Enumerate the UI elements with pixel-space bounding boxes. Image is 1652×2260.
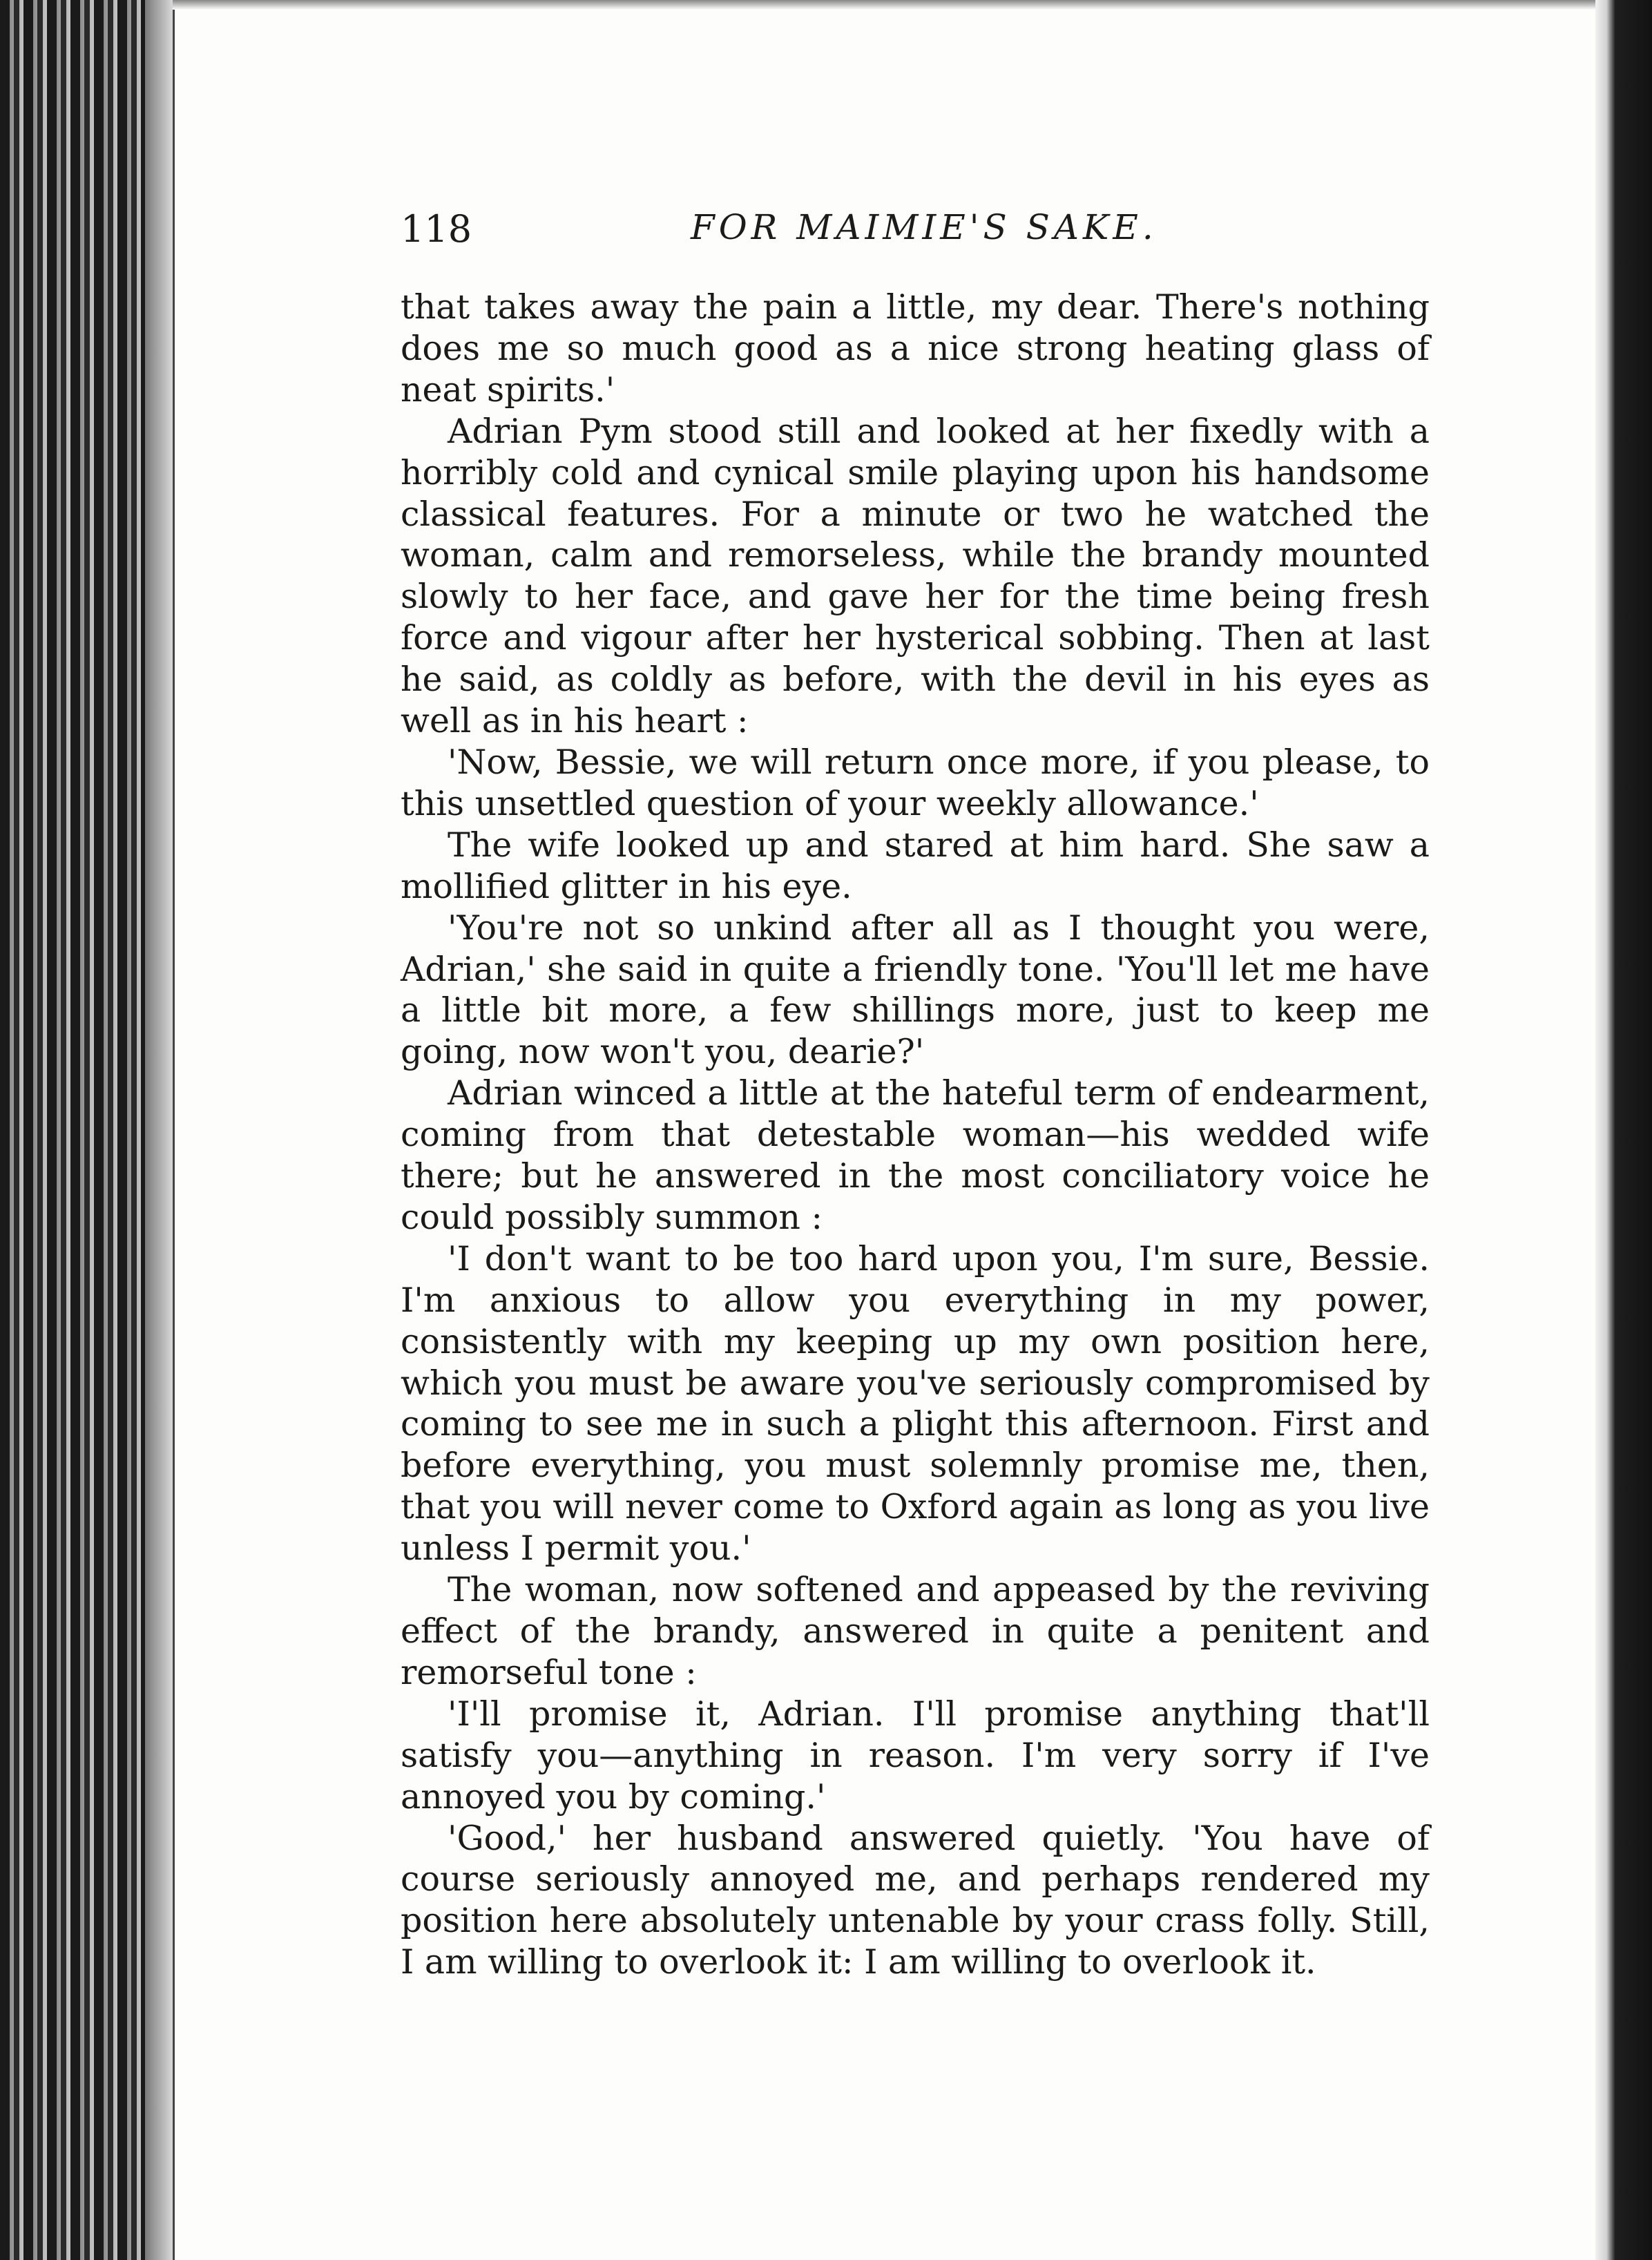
running-title: FOR MAIMIE'S SAKE. [691,207,1158,247]
page-stack-inner-edge [145,0,173,2260]
paragraph: Adrian winced a little at the hateful term of endearment, coming from that detestable woman—his wedded wife there; but he answered in the most conciliatory voice he could possibly summon : [401,1073,1430,1237]
book-right-edge [1595,0,1652,2260]
page-header [401,207,1437,262]
paragraph: 'I don't want to be too hard upon you, I'm sure, Bessie. I'm anxious to allow you everything in my power, consistently with my keeping up my own position here, which you must be aware you've seriously compromised by coming to see me in such a plight this afternoon. First and before everything, you must solemnly promise me, then, that you will never come to Oxford again as long as you live unless I permit you.' [401,1238,1430,1569]
paragraph: 'You're not so unkind after all as I thought you were, Adrian,' she said in quite a friendly tone. 'You'll let me have a little bit more, a few shillings more, just to keep me going, now won't you, dearie?' [401,908,1430,1072]
book-page-stack [0,0,173,2260]
paragraph: 'Now, Bessie, we will return once more, if you please, to this unsettled question of your weekly allowance.' [401,742,1430,823]
paragraph: 'I'll promise it, Adrian. I'll promise anything that'll satisfy you—anything in reason. I'm very sorry if I've annoyed you by coming.' [401,1694,1430,1817]
page-number: 118 [401,207,472,251]
paragraph: that takes away the pain a little, my dear. There's nothing does me so much good as a nice strong heating glass of neat spirits.' [401,287,1430,410]
paragraph: The wife looked up and stared at him hard. She saw a mollified glitter in his eye. [401,825,1430,906]
paragraph: Adrian Pym stood still and looked at her fixedly with a horribly cold and cynical smile playing upon his handsome classical features. For a minute or two he watched the woman, calm and remorseless, while the brandy mounted slowly to her face, and gave her for the time being fresh force and vigour after her hysterical sobbing. Then at last he said, as coldly as before, with the devil in his eyes as well as in his heart : [401,411,1430,741]
paragraph: 'Good,' her husband answered quietly. 'You have of course seriously annoyed me, and perhaps rendered my position here absolutely untenable by your crass folly. Still, I am willing to overlook it: I am willing to overlook it. [401,1818,1430,1982]
page-top-edge [173,0,1623,10]
paragraph: The woman, now softened and appeased by the reviving effect of the brandy, answered in quite a penitent and remorseful tone : [401,1570,1430,1692]
body-text [401,287,1430,1983]
